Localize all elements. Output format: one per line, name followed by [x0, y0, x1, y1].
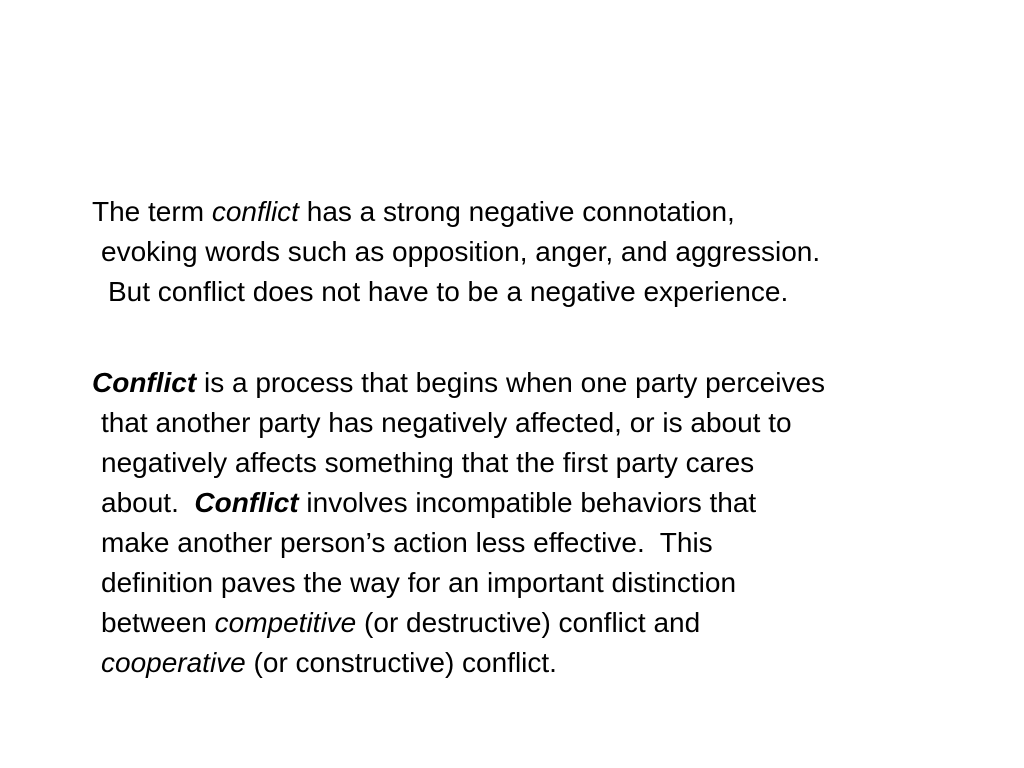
text-line: evoking words such as opposition, anger, and aggression.: [101, 236, 821, 267]
text-line: about. Conflict involves incompatible behaviors that: [101, 487, 757, 518]
emphasis-cooperative: cooperative: [101, 647, 246, 678]
paragraph-conflict-connotation: [92, 192, 972, 312]
paragraph-conflict-definition: [92, 363, 972, 683]
text-line: between competitive (or destructive) conflict and: [101, 607, 701, 638]
text-line: cooperative (or constructive) conflict.: [101, 647, 557, 678]
emphasis-competitive: competitive: [214, 607, 357, 638]
text-line: The term conflict has a strong negative connotation,: [92, 196, 735, 227]
text-line: negatively affects something that the first party cares: [101, 447, 755, 478]
term-conflict: Conflict: [92, 367, 197, 398]
text-line: that another party has negatively affected, or is about to: [101, 407, 792, 438]
text-line: make another person’s action less effective. This: [101, 527, 713, 558]
term-conflict: Conflict: [194, 487, 299, 518]
emphasis-conflict: conflict: [211, 196, 299, 227]
text-line: definition paves the way for an important distinction: [101, 567, 737, 598]
text-line: But conflict does not have to be a negative experience.: [108, 276, 789, 307]
text-line: Conflict is a process that begins when one party perceives: [92, 367, 826, 398]
slide-body-text: [92, 192, 972, 683]
